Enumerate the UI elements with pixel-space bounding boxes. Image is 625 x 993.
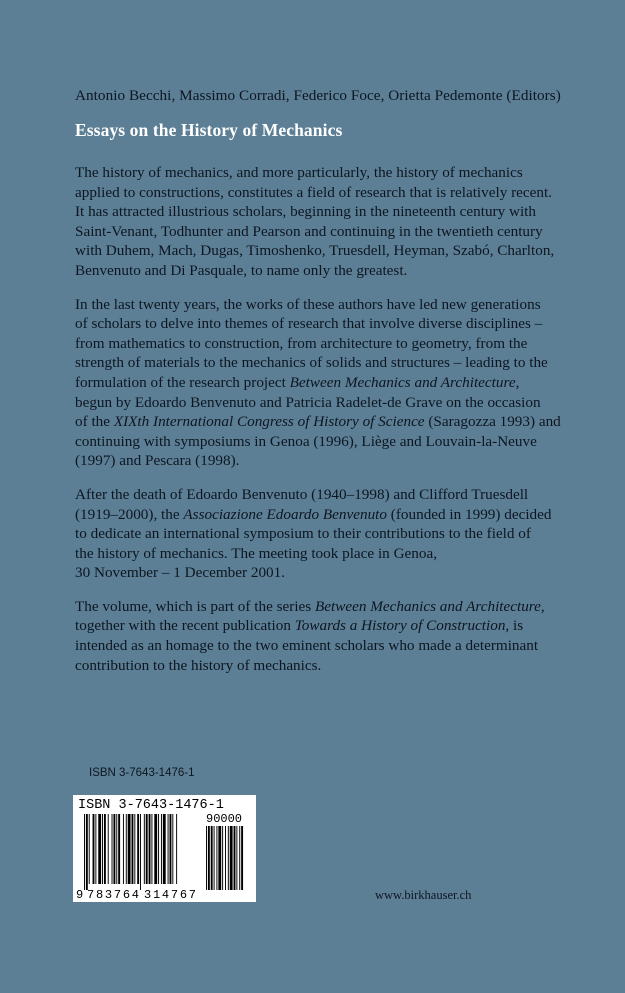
barcode-right-digits: 314767: [144, 888, 196, 902]
barcode-bar: [208, 826, 210, 890]
text-run: Benvenuto and Di Pasquale, to name only the greatest.: [75, 261, 408, 279]
italic-text: Towards a History of Construction,: [294, 617, 510, 635]
italic-text: XIXth International Congress of History of Science: [113, 413, 425, 431]
text-run: of scholars to delve into themes of research that involve diverse disciplines –: [75, 315, 543, 333]
text-run: 30 November – 1 December 2001.: [75, 564, 286, 582]
italic-text: Between Mechanics and Architecture,: [314, 597, 545, 615]
text-line: [75, 241, 555, 261]
barcode-bar: [239, 826, 240, 890]
text-line: [75, 183, 555, 203]
text-line: [75, 222, 555, 242]
barcode-first-digit: 9: [76, 888, 84, 902]
text-run: (1997) and Pescara (1998).: [75, 452, 240, 470]
text-run: contribution to the history of mechanics.: [75, 656, 322, 674]
barcode-bar: [89, 814, 90, 884]
barcode-bar: [123, 814, 124, 884]
barcode-bar: [158, 814, 159, 884]
barcode-isbn-text: ISBN 3-7643-1476-1: [78, 798, 224, 813]
barcode-bar: [112, 814, 113, 884]
text-run: intended as an homage to the two eminent scholars who made a determinant: [75, 637, 539, 655]
barcode-bar: [222, 826, 223, 890]
editors-line: Antonio Becchi, Massimo Corradi, Federico Foce, Orietta Pedemonte (Editors): [75, 87, 561, 104]
barcode-bar: [132, 814, 134, 884]
barcode-bar: [146, 814, 148, 884]
barcode-bar: [163, 814, 166, 884]
italic-text: Associazione Edoardo Benvenuto: [183, 505, 387, 523]
barcode-bar: [118, 814, 120, 884]
text-line: [75, 544, 555, 564]
text-line: [75, 202, 555, 222]
text-line: [75, 636, 555, 656]
text-run: strength of materials to the mechanics of solids and structures – leading to the: [75, 354, 548, 372]
barcode-bar: [86, 814, 88, 890]
barcode-bar: [128, 814, 131, 884]
text-run: It has attracted illustrious scholars, beginning in the nineteenth century with: [75, 203, 536, 221]
paragraph: [75, 597, 555, 675]
barcode-bar: [172, 814, 173, 884]
paragraph: [75, 295, 561, 471]
isbn-label: ISBN 3-7643-1476-1: [89, 767, 195, 779]
barcode-bar: [176, 814, 177, 884]
barcode-bar: [134, 814, 135, 884]
publisher-url: www.birkhauser.ch: [375, 888, 472, 902]
text-run: The history of mechanics, and more particularly, the history of mechanics: [75, 164, 523, 181]
text-run: with Duhem, Mach, Dugas, Timoshenko, Truesdell, Heyman, Szabó, Charlton,: [75, 242, 555, 260]
text-run: continuing with symposiums in Genoa (1996), Liège and Louvain-la-Neuve: [75, 432, 537, 450]
text-line: [75, 163, 555, 183]
text-line: [75, 353, 555, 373]
text-line: [75, 485, 555, 505]
barcode-addon-bars: [206, 826, 243, 890]
text-run: (Saragozza 1993) and: [424, 413, 561, 431]
barcode-bar: [206, 826, 207, 890]
text-line: [75, 261, 555, 281]
barcode-bars: [84, 814, 177, 890]
text-run: The volume, which is part of the series: [75, 597, 315, 615]
barcode-left-digits: 783764: [87, 888, 139, 902]
barcode-bar: [218, 826, 221, 890]
barcode-bar: [126, 814, 127, 884]
barcode-addon-digits: 90000: [206, 812, 243, 826]
text-line: [75, 597, 555, 617]
text-line: [75, 451, 555, 471]
blurb-body: [75, 163, 561, 689]
text-run: formulation of the research project: [75, 373, 290, 391]
text-line: [75, 412, 561, 432]
barcode-bar: [211, 826, 213, 890]
italic-text: Between Mechanics and Architecture: [289, 373, 516, 391]
barcode-bar: [104, 814, 106, 884]
barcode-bar: [170, 814, 172, 884]
barcode-bar: [234, 826, 236, 890]
text-run: Saint-Venant, Todhunter and Pearson and continuing in the twentieth century: [75, 222, 543, 240]
barcode-bar: [116, 814, 117, 884]
barcode-bar: [230, 826, 233, 890]
text-run: After the death of Edoardo Benvenuto (1940–1998) and Clifford Truesdell: [75, 485, 529, 503]
text-line: [75, 334, 555, 354]
isbn-barcode: [73, 795, 256, 902]
barcode-bar: [98, 814, 101, 884]
text-run: ,: [515, 373, 520, 391]
paragraph: [75, 163, 555, 281]
text-line: [75, 563, 555, 583]
text-run: begun by Edoardo Benvenuto and Patricia Radelet-de Grave on the occasion: [75, 393, 541, 411]
barcode-bar: [113, 814, 115, 884]
barcode-bar: [108, 814, 109, 884]
barcode-bar: [214, 826, 215, 890]
barcode-bar: [241, 826, 243, 890]
text-run: of the: [75, 413, 114, 431]
text-line: [75, 616, 555, 636]
text-line: [75, 295, 555, 315]
barcode-bar: [102, 814, 103, 884]
text-run: the history of mechanics. The meeting took place in Genoa,: [75, 544, 438, 562]
text-line: [75, 432, 555, 452]
text-line: [75, 505, 555, 525]
barcode-bar: [161, 814, 162, 884]
text-run: is: [509, 617, 524, 635]
text-line: [75, 524, 555, 544]
book-title: Essays on the History of Mechanics: [75, 120, 343, 140]
barcode-bar: [84, 814, 85, 890]
barcode-bar: [154, 814, 157, 884]
barcode-bar: [149, 814, 151, 884]
barcode-bar: [228, 826, 229, 890]
barcode-bar: [95, 814, 96, 884]
text-line: [75, 656, 555, 676]
text-run: from mathematics to construction, from architecture to geometry, from the: [75, 334, 528, 352]
text-run: (founded in 1999) decided: [387, 505, 552, 523]
text-run: (1919–2000), the: [75, 505, 184, 523]
paragraph: [75, 485, 555, 583]
barcode-bar: [216, 826, 217, 890]
text-run: In the last twenty years, the works of these authors have led new generations: [75, 295, 541, 313]
barcode-bar: [140, 814, 141, 890]
text-line: [75, 314, 555, 334]
text-run: applied to constructions, constitutes a field of research that is relatively recent.: [75, 183, 552, 201]
text-line: [75, 393, 555, 413]
barcode-graphic: [73, 795, 256, 902]
barcode-bar: [151, 814, 152, 884]
barcode-bar: [137, 814, 139, 884]
barcode-bar: [144, 814, 145, 884]
barcode-bar: [236, 826, 237, 890]
barcode-bar: [93, 814, 95, 884]
text-run: together with the recent publication: [75, 617, 295, 635]
barcode-bar: [225, 826, 226, 890]
text-line: [75, 373, 555, 393]
text-run: to dedicate an international symposium to their contributions to the field of: [75, 525, 531, 543]
barcode-bar: [168, 814, 169, 884]
